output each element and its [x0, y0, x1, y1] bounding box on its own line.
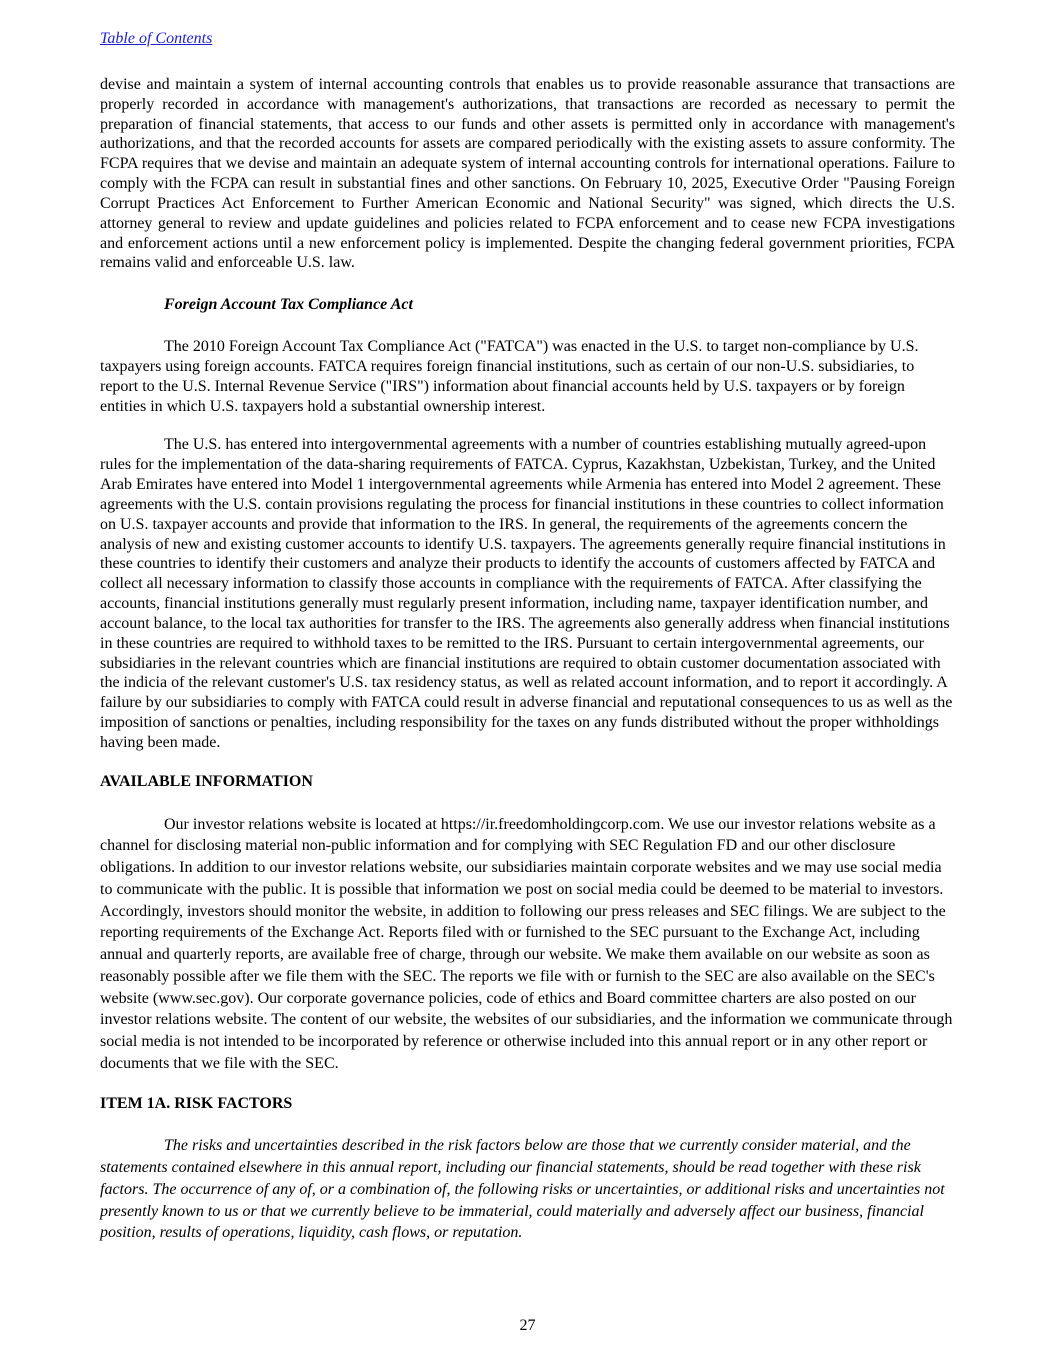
- paragraph-fatca-overview: The 2010 Foreign Account Tax Compliance Act ("FATCA") was enacted in the U.S. to target non-compliance by U.S. taxpayers using foreign accounts. FATCA requires foreign financial institutions, such as certain of our non-U.S. subsidiaries, to report to the U.S. Internal Revenue Service ("IRS") information about financial accounts held by U.S. taxpayers or by foreign entities in which U.S. taxpayers hold a substantial ownership interest.: [100, 338, 919, 415]
- heading-foreign-account-tax-compliance-act: Foreign Account Tax Compliance Act: [164, 296, 413, 314]
- heading-item-1a-risk-factors: ITEM 1A. RISK FACTORS: [100, 1094, 293, 1112]
- table-of-contents-link[interactable]: Table of Contents: [100, 30, 213, 47]
- paragraph-fatca-intergovernmental-agreements: The U.S. has entered into intergovernmental agreements with a number of countries establishing mutually agreed-upon rules for the implementation of the data-sharing requirements of FATCA. Cyprus, Kazakhstan, Uzbekistan, Turkey, and the United Arab Emirates have entered into Model 1 intergovernmental agreements while Armenia has entered into Model 2 agreement. These agreements with the U.S. contain provisions regulating the process for financial institutions in these countries to collect information on U.S. taxpayer accounts and provide that information to the IRS. In general, the requirements of the agreements concern the analysis of new and existing customer accounts to identify U.S. taxpayers. The agreements generally require financial institutions in these countries to identify their customers and analyze their products to identify the accounts of customers affected by FATCA and collect all necessary information to classify those accounts in compliance with the requirements of FATCA. After classifying the accounts, financial institutions generally must regularly present information, including name, taxpayer identification number, and account balance, to the local tax authorities for transfer to the IRS. The agreements also generally address when financial institutions in these countries are required to withhold taxes to be remitted to the IRS. Pursuant to certain intergovernmental agreements, our subsidiaries in the relevant countries which are financial institutions are required to obtain customer documentation associated with the indicia of the relevant customer's U.S. tax residency status, as well as related account information, and to report it accordingly. A failure by our subsidiaries to comply with FATCA could result in adverse financial and reputational consequences to us as well as the imposition of sanctions or penalties, including responsibility for the taxes on any funds distributed without the proper withholdings having been made.: [100, 436, 953, 751]
- page-number: 27: [519, 1316, 536, 1334]
- paragraph-available-information: Our investor relations website is located at https://ir.freedomholdingcorp.com. We use our investor relations website as a channel for disclosing material non-public information and for complying with SEC Regulation FD and our other disclosure obligations. In addition to our investor relations website, our subsidiaries maintain corporate websites and we may use social media to communicate with the public. It is possible that information we post on social media could be deemed to be material to investors. Accordingly, investors should monitor the website, in addition to following our press releases and SEC filings. We are subject to the reporting requirements of the Exchange Act. Reports filed with or furnished to the SEC pursuant to the Exchange Act, including annual and quarterly reports, are available free of charge, through our website. We make them available on our website as soon as reasonably possible after we file them with the SEC. The reports we file with or furnish to the SEC are also available on the SEC's website (www.sec.gov). Our corporate governance policies, code of ethics and Board committee charters are also posted on our investor relations website. The content of our website, the websites of our subsidiaries, and the information we communicate through social media is not intended to be incorporated by reference or otherwise included into this annual report or in any other report or documents that we file with the SEC.: [100, 815, 953, 1072]
- paragraph-risk-factors-intro: The risks and uncertainties described in the risk factors below are those that we currently consider material, and the statements contained elsewhere in this annual report, including our financial statements, should be read together with these risk factors. The occurrence of any of, or a combination of, the following risks or uncertainties, or additional risks and uncertainties not presently known to us or that we currently believe to be immaterial, could materially and adversely affect our business, financial position, results of operations, liquidity, cash flows, or reputation.: [100, 1137, 945, 1242]
- paragraph-fcpa-internal-controls: devise and maintain a system of internal accounting controls that enables us to provide reasonable assurance that transactions are properly recorded in accordance with management's authorizations, that transactions are recorded as necessary to permit the preparation of financial statements, that access to our funds and other assets is permitted only in accordance with management's authorizations, and that the recorded accounts for assets are compared periodically with the existing assets to assure conformity. The FCPA requires that we devise and maintain an adequate system of internal accounting controls for international operations. Failure to comply with the FCPA can result in substantial fines and other sanctions. On February 10, 2025, Executive Order "Pausing Foreign Corrupt Practices Act Enforcement to Further American Economic and National Security" was signed, which directs the U.S. attorney general to review and update guidelines and policies related to FCPA enforcement and to cease new FCPA investigations and enforcement actions until a new enforcement policy is implemented. Despite the changing federal government priorities, FCPA remains valid and enforceable U.S. law.: [100, 76, 955, 272]
- heading-available-information: AVAILABLE INFORMATION: [100, 772, 313, 790]
